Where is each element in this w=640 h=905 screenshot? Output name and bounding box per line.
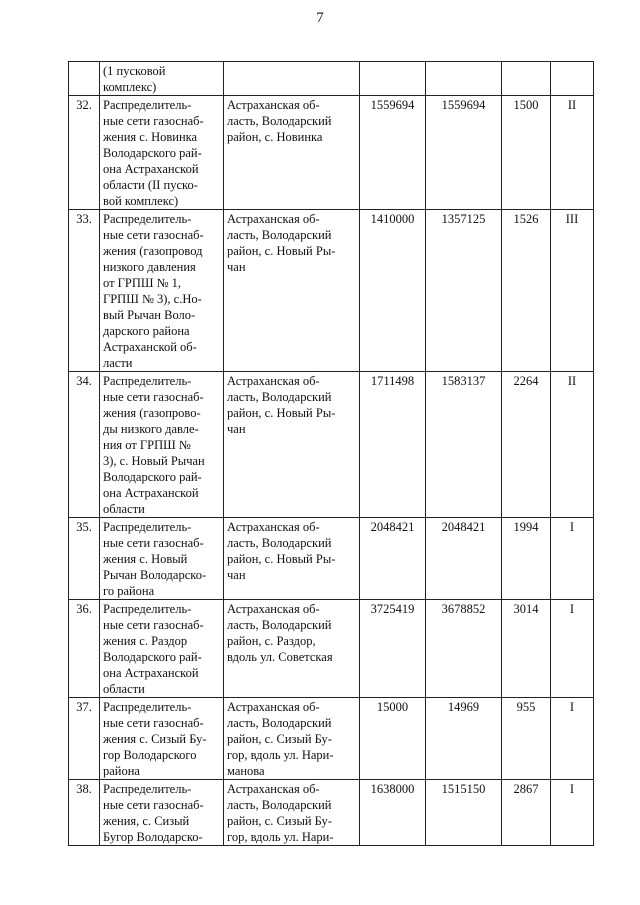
- object-name-line: жения, с. Сизый: [103, 814, 190, 828]
- object-name-line: Астраханской об-: [103, 340, 197, 354]
- row-number: 34.: [69, 372, 100, 518]
- object-name-line: Володарского рай-: [103, 470, 202, 484]
- table-row: [69, 96, 594, 210]
- category: I: [551, 698, 594, 780]
- object-name-line: Бугор Володарско-: [103, 830, 203, 844]
- object-name-line: Распределитель-: [103, 520, 192, 534]
- table-row: [69, 518, 594, 600]
- object-address: [224, 600, 360, 698]
- value-3: 2264: [502, 372, 551, 518]
- value-2: 1559694: [426, 96, 502, 210]
- object-name-line: района: [103, 764, 140, 778]
- object-name: [100, 372, 224, 518]
- category: II: [551, 96, 594, 210]
- object-address-line: вдоль ул. Советская: [227, 650, 333, 664]
- value-1: 1711498: [360, 372, 426, 518]
- object-address-line: Астраханская об-: [227, 602, 320, 616]
- category: I: [551, 780, 594, 846]
- object-name-line: низкого давления: [103, 260, 196, 274]
- value-2: 1357125: [426, 210, 502, 372]
- object-name: [100, 210, 224, 372]
- object-name-line: она Астраханской: [103, 666, 199, 680]
- value-1: 2048421: [360, 518, 426, 600]
- table-row: [69, 600, 594, 698]
- object-name: [100, 780, 224, 846]
- object-name-line: вой комплекс): [103, 194, 179, 208]
- object-name-line: области (II пуско-: [103, 178, 198, 192]
- value-2: 3678852: [426, 600, 502, 698]
- row-number: 32.: [69, 96, 100, 210]
- object-name-line: го района: [103, 584, 155, 598]
- object-name: [100, 698, 224, 780]
- table-row: [69, 62, 594, 96]
- object-address-line: ласть, Володарский: [227, 536, 332, 550]
- value-3: 1500: [502, 96, 551, 210]
- object-name-line: ласти: [103, 356, 133, 370]
- value-1: 1638000: [360, 780, 426, 846]
- value-3: 3014: [502, 600, 551, 698]
- object-address-line: Астраханская об-: [227, 374, 320, 388]
- object-name-line: она Астраханской: [103, 486, 199, 500]
- object-address: [224, 372, 360, 518]
- object-name-line: жения с. Новый: [103, 552, 188, 566]
- object-name-line: Распределитель-: [103, 782, 192, 796]
- object-name: [100, 96, 224, 210]
- table-row: [69, 780, 594, 846]
- object-name-line: Распределитель-: [103, 700, 192, 714]
- object-name-line: ные сети газоснаб-: [103, 390, 204, 404]
- object-name-line: Распределитель-: [103, 212, 192, 226]
- object-address: [224, 96, 360, 210]
- category: I: [551, 518, 594, 600]
- object-address: [224, 62, 360, 96]
- value-3: 2867: [502, 780, 551, 846]
- object-name-line: Распределитель-: [103, 374, 192, 388]
- object-name-line: жения с. Новинка: [103, 130, 198, 144]
- value-2: 1515150: [426, 780, 502, 846]
- object-address-line: чан: [227, 568, 246, 582]
- object-name-line: жения с. Сизый Бу-: [103, 732, 207, 746]
- object-address-line: район, с. Новый Ры-: [227, 552, 336, 566]
- value-3: 955: [502, 698, 551, 780]
- object-name-line: Распределитель-: [103, 602, 192, 616]
- category: I: [551, 600, 594, 698]
- object-address: [224, 698, 360, 780]
- row-number: 37.: [69, 698, 100, 780]
- object-name-line: ные сети газоснаб-: [103, 618, 204, 632]
- object-name-line: ГРПШ № 3), с.Но-: [103, 292, 202, 306]
- object-address-line: ласть, Володарский: [227, 390, 332, 404]
- value-1: 15000: [360, 698, 426, 780]
- object-name: [100, 600, 224, 698]
- object-name-line: Володарского рай-: [103, 146, 202, 160]
- object-address-line: ласть, Володарский: [227, 114, 332, 128]
- object-address: [224, 210, 360, 372]
- object-address-line: ласть, Володарский: [227, 716, 332, 730]
- value-1: 1559694: [360, 96, 426, 210]
- object-address-line: чан: [227, 260, 246, 274]
- object-address-line: район, с. Новинка: [227, 130, 323, 144]
- object-name-line: ные сети газоснаб-: [103, 536, 204, 550]
- value-2: 1583137: [426, 372, 502, 518]
- object-address-line: чан: [227, 422, 246, 436]
- object-name-line: дарского района: [103, 324, 190, 338]
- value-1: 3725419: [360, 600, 426, 698]
- category: II: [551, 372, 594, 518]
- object-name-line: жения с. Раздор: [103, 634, 188, 648]
- object-address-line: Астраханская об-: [227, 212, 320, 226]
- row-number: [69, 62, 100, 96]
- object-name-line: области: [103, 682, 145, 696]
- object-name-line: комплекс): [103, 80, 157, 94]
- table-row: [69, 372, 594, 518]
- table-row: [69, 210, 594, 372]
- object-name-line: Распределитель-: [103, 98, 192, 112]
- object-address-line: район, с. Новый Ры-: [227, 244, 336, 258]
- value-3: 1994: [502, 518, 551, 600]
- row-number: 36.: [69, 600, 100, 698]
- object-name: [100, 62, 224, 96]
- value-3: [502, 62, 551, 96]
- object-address-line: манова: [227, 764, 265, 778]
- value-2: 2048421: [426, 518, 502, 600]
- object-address-line: район, с. Сизый Бу-: [227, 732, 332, 746]
- object-address-line: район, с. Раздор,: [227, 634, 316, 648]
- value-3: 1526: [502, 210, 551, 372]
- object-address: [224, 518, 360, 600]
- object-address-line: ласть, Володарский: [227, 798, 332, 812]
- table-row: [69, 698, 594, 780]
- object-name-line: Володарского рай-: [103, 650, 202, 664]
- object-name: [100, 518, 224, 600]
- page-number: 7: [316, 10, 324, 26]
- value-2: [426, 62, 502, 96]
- object-address-line: ласть, Володарский: [227, 228, 332, 242]
- object-name-line: от ГРПШ № 1,: [103, 276, 182, 290]
- object-name-line: 3), с. Новый Рычан: [103, 454, 205, 468]
- object-name-line: ные сети газоснаб-: [103, 798, 204, 812]
- object-name-line: области: [103, 502, 145, 516]
- object-name-line: ные сети газоснаб-: [103, 114, 204, 128]
- object-name-line: она Астраханской: [103, 162, 199, 176]
- table-body: [69, 62, 594, 846]
- object-name-line: ные сети газоснаб-: [103, 228, 204, 242]
- row-number: 33.: [69, 210, 100, 372]
- object-name-line: жения (газопровод: [103, 244, 203, 258]
- object-address-line: Астраханская об-: [227, 700, 320, 714]
- object-name-line: ды низкого давле-: [103, 422, 199, 436]
- object-address: [224, 780, 360, 846]
- object-name-line: ные сети газоснаб-: [103, 716, 204, 730]
- object-name-line: ния от ГРПШ №: [103, 438, 191, 452]
- object-address-line: Астраханская об-: [227, 98, 320, 112]
- value-1: 1410000: [360, 210, 426, 372]
- object-name-line: (1 пусковой: [103, 64, 166, 78]
- object-address-line: гор, вдоль ул. Нари-: [227, 748, 334, 762]
- object-name-line: вый Рычан Воло-: [103, 308, 196, 322]
- category: [551, 62, 594, 96]
- value-1: [360, 62, 426, 96]
- row-number: 35.: [69, 518, 100, 600]
- object-address-line: Астраханская об-: [227, 782, 320, 796]
- object-name-line: Рычан Володарско-: [103, 568, 207, 582]
- object-address-line: район, с. Новый Ры-: [227, 406, 336, 420]
- value-2: 14969: [426, 698, 502, 780]
- category: III: [551, 210, 594, 372]
- object-address-line: район, с. Сизый Бу-: [227, 814, 332, 828]
- object-name-line: жения (газопрово-: [103, 406, 201, 420]
- object-address-line: гор, вдоль ул. Нари-: [227, 830, 334, 844]
- objects-table: [68, 61, 594, 846]
- row-number: 38.: [69, 780, 100, 846]
- object-address-line: ласть, Володарский: [227, 618, 332, 632]
- object-address-line: Астраханская об-: [227, 520, 320, 534]
- object-name-line: гор Володарского: [103, 748, 197, 762]
